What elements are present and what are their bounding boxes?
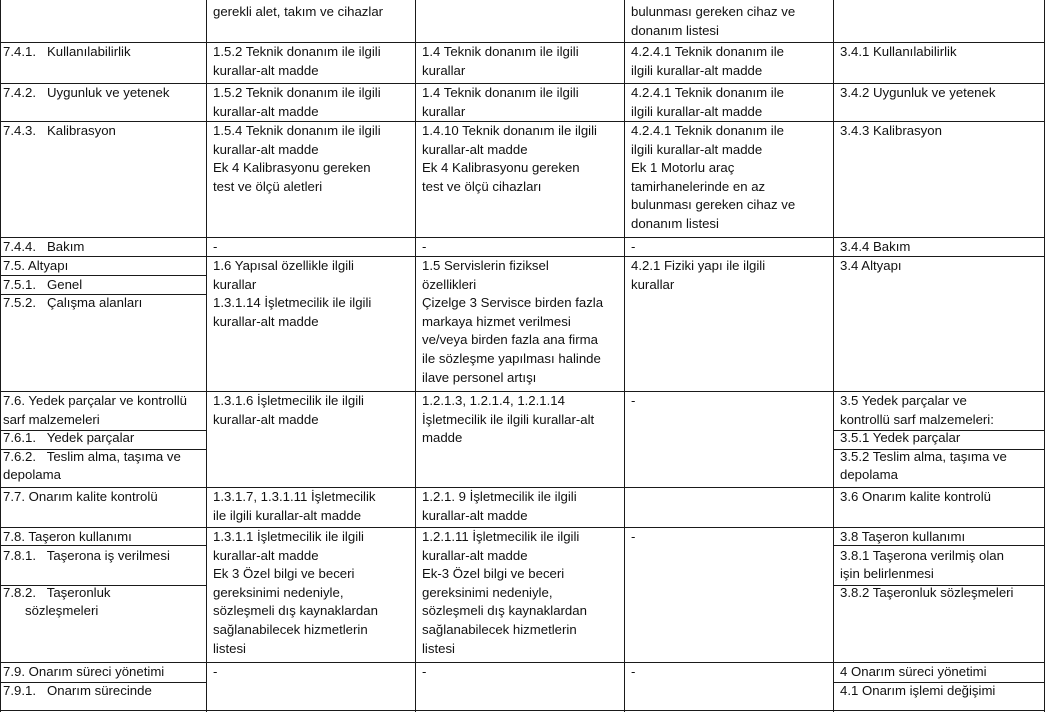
- cell-line: kurallar-alt madde: [213, 411, 319, 427]
- cell-line: İşletmecilik ile ilgili kurallar-alt: [422, 411, 595, 427]
- cell-line: 3.6 Onarım kalite kontrolü: [840, 489, 991, 504]
- cell-line: 7.5.1. Genel: [3, 276, 83, 292]
- table-cell-row-7-9-d: [631, 663, 635, 682]
- cell-line: kurallar-alt madde: [213, 103, 319, 119]
- table-cell-row-7-8-a: [3, 528, 170, 621]
- cell-line: 4.2.4.1 Teknik donanım ile: [631, 123, 784, 138]
- table-cell-row-7-4-3-a: [3, 122, 116, 141]
- cell-line: sağlanabilecek hizmetlerin: [213, 621, 368, 637]
- cell-line: 1.5.4 Teknik donanım ile ilgili: [213, 123, 381, 138]
- column-divider: [206, 0, 207, 712]
- table-cell-row-7-8-e: [840, 528, 1013, 602]
- table-cell-row-7-6-e: [840, 392, 1007, 485]
- cell-line: 3.8 Taşeron kullanımı: [840, 529, 966, 544]
- table-cell-row-7-4-4-e: [840, 238, 910, 257]
- cell-line: 3.4.1 Kullanılabilirlik: [840, 44, 957, 59]
- cell-line: 3.5.1 Yedek parçalar: [840, 430, 961, 446]
- table-cell-row-7-4-1-d: [631, 43, 784, 80]
- cell-line: ilave personel artışı: [422, 369, 537, 385]
- cell-line: ile sözleşme yapılması halinde: [422, 350, 601, 366]
- cell-line: -: [213, 664, 218, 679]
- cell-line: 1.4 Teknik donanım ile ilgili: [422, 44, 579, 59]
- table-cell-row-7-4-1-b: [213, 43, 381, 80]
- column-divider: [833, 0, 834, 712]
- cell-line: Çizelge 3 Servisce birden fazla: [422, 295, 604, 311]
- table-cell-row-7-6-a: [3, 392, 187, 485]
- row-divider: [0, 710, 1045, 711]
- cell-line: sözleşmeli dış kaynaklardan: [422, 603, 587, 619]
- cell-line: donanım listesi: [631, 22, 719, 38]
- cell-line: test ve ölçü aletleri: [213, 178, 323, 194]
- table-cell-row-7-6-b: [213, 392, 364, 429]
- table-cell-row-7-4-1-a: [3, 43, 131, 62]
- cell-line: sözleşmeleri: [3, 603, 99, 619]
- table-cell-row-7-4-1-c: [422, 43, 579, 80]
- cell-line: kurallar-alt madde: [213, 62, 319, 78]
- cell-line: 4.2.4.1 Teknik donanım ile: [631, 44, 784, 59]
- cell-line: kurallar-alt madde: [213, 547, 319, 563]
- cell-line: 7.5.2. Çalışma alanları: [3, 295, 143, 311]
- cell-line: -: [631, 664, 636, 679]
- cell-line: kurallar: [422, 103, 466, 119]
- cell-line: bulunması gereken cihaz ve: [631, 4, 796, 19]
- cell-line: 3.4.4 Bakım: [840, 239, 911, 254]
- table-cell-row-7-7-a: [3, 488, 158, 507]
- cell-line: -: [422, 239, 427, 254]
- cell-line: [631, 488, 635, 507]
- table-cell-row-7-8-d: [631, 528, 635, 547]
- table-cell-row-top-b: [213, 3, 383, 22]
- cell-line: listesi: [422, 640, 455, 656]
- cell-line: 3.8.1 Taşerona verilmiş olan: [840, 547, 1004, 563]
- cell-line: 1.5.2 Teknik donanım ile ilgili: [213, 85, 381, 100]
- cell-line: -: [213, 239, 218, 254]
- cell-line: ilgili kurallar-alt madde: [631, 103, 763, 119]
- cell-line: bulunması gereken cihaz ve: [631, 197, 796, 213]
- cell-line: listesi: [213, 640, 246, 656]
- table-cell-row-7-4-2-d: [631, 84, 784, 121]
- cell-line: [422, 3, 426, 22]
- cell-line: 4 Onarım süreci yönetimi: [840, 664, 987, 679]
- table-cell-row-top-a: [3, 3, 7, 22]
- table-cell-row-7-6-d: [631, 392, 635, 411]
- cell-line: Ek 3 Özel bilgi ve beceri: [213, 566, 355, 582]
- cell-line: 1.3.1.7, 1.3.1.11 İşletmecilik: [213, 489, 376, 504]
- cell-line: özellikleri: [422, 276, 477, 292]
- cell-line: 7.4.2. Uygunluk ve yetenek: [3, 85, 170, 100]
- cell-line: donanım listesi: [631, 215, 719, 231]
- cell-line: 1.4 Teknik donanım ile ilgili: [422, 85, 579, 100]
- cell-line: 1.5 Servislerin fiziksel: [422, 258, 549, 273]
- cell-line: 3.4.2 Uygunluk ve yetenek: [840, 85, 996, 100]
- cell-line: 1.3.1.1 İşletmecilik ile ilgili: [213, 529, 364, 544]
- cell-line: 3.5 Yedek parçalar ve: [840, 393, 967, 408]
- cell-line: kontrollü sarf malzemeleri:: [840, 411, 994, 427]
- cell-line: kurallar: [213, 276, 257, 292]
- cell-line: kurallar-alt madde: [422, 507, 528, 523]
- cell-line: -: [631, 239, 636, 254]
- cell-line: 7.6. Yedek parçalar ve kontrollü: [3, 393, 188, 408]
- table-cell-row-7-8-c: [422, 528, 587, 658]
- cell-line: sözleşmeli dış kaynaklardan: [213, 603, 378, 619]
- cell-line: ile ilgili kurallar-alt madde: [213, 507, 362, 523]
- table-cell-row-7-4-3-d: [631, 122, 795, 234]
- cell-line: 3.5.2 Teslim alma, taşıma ve: [840, 448, 1007, 464]
- table-cell-row-7-4-2-c: [422, 84, 579, 121]
- table-cell-row-7-4-2-b: [213, 84, 381, 121]
- cell-line: 7.5. Altyapı: [3, 258, 69, 273]
- table-cell-row-7-4-4-b: [213, 238, 217, 257]
- cell-line: madde: [422, 430, 463, 446]
- cell-line: 4.2.4.1 Teknik donanım ile: [631, 85, 784, 100]
- cell-line: kurallar-alt madde: [213, 141, 319, 157]
- cell-line: 1.2.1.3, 1.2.1.4, 1.2.1.14: [422, 393, 565, 408]
- table-cell-row-top-e: [840, 3, 844, 22]
- table-cell-row-7-7-c: [422, 488, 577, 525]
- table-cell-row-7-4-2-e: [840, 84, 995, 103]
- cell-line: -: [422, 664, 427, 679]
- table-cell-row-7-5-d: [631, 257, 765, 294]
- table-cell-row-7-8-b: [213, 528, 378, 658]
- cell-line: ve/veya birden fazla ana firma: [422, 332, 598, 348]
- cell-line: 7.8.1. Taşerona iş verilmesi: [3, 547, 170, 563]
- table-cell-row-7-9-b: [213, 663, 217, 682]
- cell-line: markaya hizmet verilmesi: [422, 313, 571, 329]
- table-cell-row-7-4-3-b: [213, 122, 381, 196]
- cell-line: kurallar-alt madde: [422, 547, 528, 563]
- cell-line: [3, 565, 170, 584]
- table-cell-row-7-5-a: [3, 257, 142, 313]
- cell-line: ilgili kurallar-alt madde: [631, 141, 763, 157]
- table-cell-row-7-4-4-a: [3, 238, 84, 257]
- cell-line: Ek-3 Özel bilgi ve beceri: [422, 566, 565, 582]
- cell-line: 1.3.1.14 İşletmecilik ile ilgili: [213, 295, 372, 311]
- cell-line: 7.9.1. Onarım sürecinde: [3, 682, 152, 698]
- column-divider: [0, 0, 1, 712]
- table-cell-row-7-4-4-c: [422, 238, 426, 257]
- cell-line: 7.4.1. Kullanılabilirlik: [3, 44, 131, 59]
- cell-line: 3.4.3 Kalibrasyon: [840, 123, 942, 138]
- cell-line: 7.7. Onarım kalite kontrolü: [3, 489, 158, 504]
- cell-line: 1.3.1.6 İşletmecilik ile ilgili: [213, 393, 364, 408]
- table-cell-row-7-4-1-e: [840, 43, 957, 62]
- cell-line: 4.2.1 Fiziki yapı ile ilgili: [631, 258, 766, 273]
- column-divider: [415, 0, 416, 712]
- cell-line: Ek 4 Kalibrasyonu gereken: [213, 160, 371, 176]
- column-divider: [1044, 0, 1045, 712]
- table-cell-row-7-4-3-c: [422, 122, 597, 196]
- table-cell-row-7-4-4-d: [631, 238, 635, 257]
- cell-line: 7.4.4. Bakım: [3, 239, 85, 254]
- column-divider: [624, 0, 625, 712]
- table-cell-row-top-c: [422, 3, 426, 22]
- table-cell-row-7-7-d: [631, 488, 635, 507]
- cell-line: [3, 3, 7, 22]
- cell-line: ilgili kurallar-alt madde: [631, 62, 763, 78]
- cell-line: kurallar: [631, 276, 675, 292]
- cell-line: sağlanabilecek hizmetlerin: [422, 621, 577, 637]
- table-cell-row-top-d: [631, 3, 795, 40]
- cell-line: 3.4 Altyapı: [840, 258, 902, 273]
- table-cell-row-7-6-c: [422, 392, 594, 448]
- cell-line: gereksinimi nedeniyle,: [422, 584, 553, 600]
- cell-line: tamirhanelerinde en az: [631, 178, 766, 194]
- table-cell-row-7-5-e: [840, 257, 902, 276]
- cell-line: gereksinimi nedeniyle,: [213, 584, 344, 600]
- cell-line: 1.5.2 Teknik donanım ile ilgili: [213, 44, 381, 59]
- cell-line: işin belirlenmesi: [840, 566, 934, 582]
- cell-line: 1.2.1.11 İşletmecilik ile ilgili: [422, 529, 580, 544]
- table-cell-row-7-4-2-a: [3, 84, 169, 103]
- table-cell-row-7-9-e: [840, 663, 995, 700]
- cell-line: test ve ölçü cihazları: [422, 178, 542, 194]
- cell-line: gerekli alet, takım ve cihazlar: [213, 4, 384, 19]
- table-cell-row-7-5-b: [213, 257, 371, 331]
- cell-line: 7.8. Taşeron kullanımı: [3, 529, 132, 544]
- table-cell-row-7-4-3-e: [840, 122, 942, 141]
- cell-line: 7.9. Onarım süreci yönetimi: [3, 664, 165, 679]
- cell-line: kurallar-alt madde: [213, 313, 319, 329]
- cell-line: kurallar-alt madde: [422, 141, 528, 157]
- cell-line: Ek 4 Kalibrasyonu gereken: [422, 160, 580, 176]
- table-cell-row-7-5-c: [422, 257, 603, 387]
- cell-line: Ek 1 Motorlu araç: [631, 160, 735, 176]
- cell-line: 1.6 Yapısal özellikle ilgili: [213, 258, 354, 273]
- cell-line: 1.4.10 Teknik donanım ile ilgili: [422, 123, 597, 138]
- cell-line: -: [631, 393, 636, 408]
- cell-line: 3.8.2 Taşeronluk sözleşmeleri: [840, 584, 1014, 600]
- cell-line: depolama: [840, 467, 898, 483]
- cell-line: sarf malzemeleri: [3, 411, 100, 427]
- table-cell-row-7-7-b: [213, 488, 376, 525]
- cell-line: 7.8.2. Taşeronluk: [3, 584, 111, 600]
- cell-line: -: [631, 529, 636, 544]
- cell-line: 1.2.1. 9 İşletmecilik ile ilgili: [422, 489, 577, 504]
- table-cell-row-7-9-a: [3, 663, 164, 700]
- cell-line: 7.6.1. Yedek parçalar: [3, 430, 135, 446]
- cell-line: kurallar: [422, 62, 466, 78]
- cell-line: [840, 3, 844, 22]
- cell-line: 7.4.3. Kalibrasyon: [3, 123, 116, 138]
- cell-line: 7.6.2. Teslim alma, taşıma ve: [3, 448, 181, 464]
- cell-line: 4.1 Onarım işlemi değişimi: [840, 682, 996, 698]
- table-cell-row-7-7-e: [840, 488, 991, 507]
- cell-line: depolama: [3, 467, 61, 483]
- table-cell-row-7-9-c: [422, 663, 426, 682]
